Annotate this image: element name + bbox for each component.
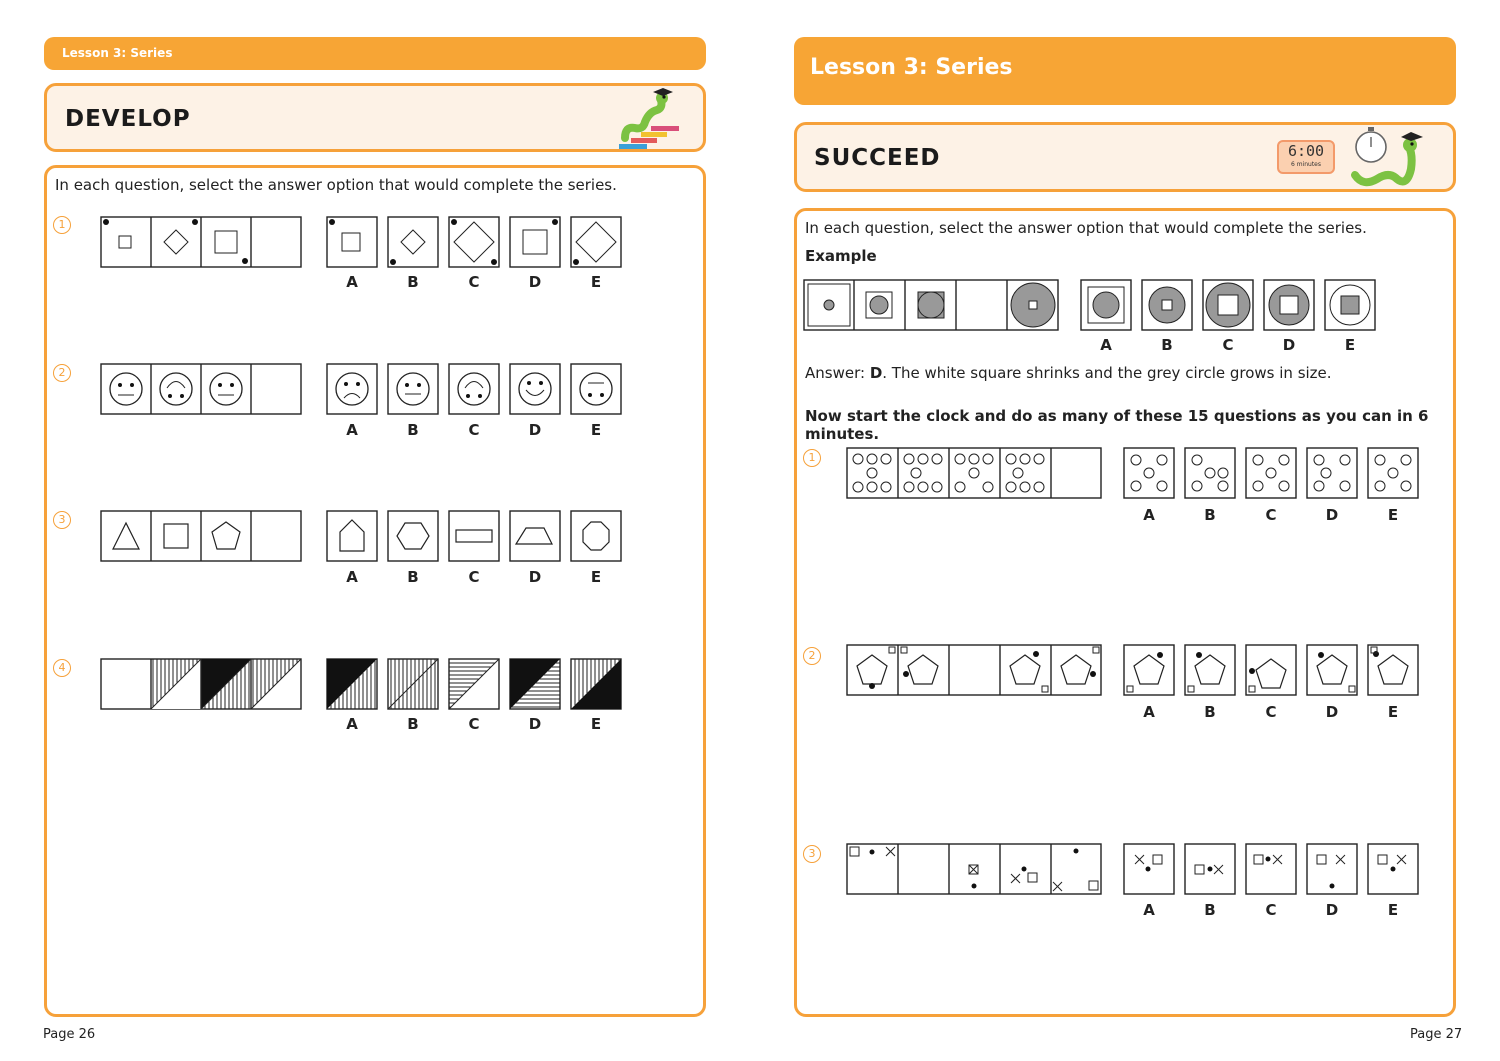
right-q1-series [846, 447, 1102, 499]
example-answer [805, 364, 1332, 382]
right-q3-options [1123, 843, 1423, 895]
answer-letter: D [869, 364, 883, 382]
left-q4-option-e[interactable]: E [590, 715, 602, 733]
timer-caption: 6 minutes [1290, 161, 1321, 168]
left-q1-option-c[interactable]: C [468, 273, 480, 291]
left-content-box [44, 165, 706, 1017]
right-q3-option-a[interactable]: A [1143, 901, 1155, 919]
right-q3-option-d[interactable]: D [1325, 901, 1339, 919]
left-section-header [44, 83, 706, 152]
left-q2-option-b[interactable]: B [407, 421, 419, 439]
right-q2-series [846, 644, 1102, 696]
left-banner-text: Lesson 3: Series [62, 46, 173, 60]
example-option-d[interactable]: D [1282, 336, 1296, 354]
right-q1-options [1123, 447, 1423, 499]
left-q2-option-c[interactable]: C [468, 421, 480, 439]
left-q3-option-a[interactable]: A [346, 568, 358, 586]
right-q2-option-e[interactable]: E [1387, 703, 1399, 721]
clock-instruction: Now start the clock and do as many of these 15 questions as you can in 6 minutes. [805, 407, 1429, 443]
left-q2-option-e[interactable]: E [590, 421, 602, 439]
left-q1-option-a[interactable]: A [346, 273, 358, 291]
left-q3-option-c[interactable]: C [468, 568, 480, 586]
right-q1-option-c[interactable]: C [1265, 506, 1277, 524]
right-q1-option-e[interactable]: E [1387, 506, 1399, 524]
right-question-3-number: 3 [803, 845, 821, 863]
left-q4-option-b[interactable]: B [407, 715, 419, 733]
left-q1-series [100, 216, 302, 268]
left-q4-option-a[interactable]: A [346, 715, 358, 733]
left-question-4-number: 4 [53, 659, 71, 677]
left-question-3-number: 3 [53, 511, 71, 529]
example-option-e[interactable]: E [1344, 336, 1356, 354]
left-q4-option-d[interactable]: D [528, 715, 542, 733]
right-q2-options [1123, 644, 1423, 696]
left-lesson-banner [44, 37, 706, 70]
timer-badge [1277, 140, 1335, 174]
right-q3-series [846, 843, 1102, 895]
example-options [1080, 279, 1380, 331]
right-lesson-banner [794, 37, 1456, 105]
left-q1-options [326, 216, 626, 268]
left-question-2-number: 2 [53, 364, 71, 382]
right-q2-option-c[interactable]: C [1265, 703, 1277, 721]
right-section-header [794, 122, 1456, 192]
stopwatch-worm-icon [1349, 125, 1429, 191]
worm-mascot-icon [615, 88, 687, 152]
left-q3-options [326, 510, 626, 562]
left-q3-series [100, 510, 302, 562]
left-q1-option-d[interactable]: D [528, 273, 542, 291]
right-q3-option-c[interactable]: C [1265, 901, 1277, 919]
left-section-title: DEVELOP [65, 106, 191, 132]
right-q1-option-d[interactable]: D [1325, 506, 1339, 524]
example-series [803, 279, 1059, 331]
right-q1-option-a[interactable]: A [1143, 506, 1155, 524]
right-q3-option-e[interactable]: E [1387, 901, 1399, 919]
right-section-title: SUCCEED [814, 145, 941, 171]
left-q1-option-b[interactable]: B [407, 273, 419, 291]
example-option-c[interactable]: C [1222, 336, 1234, 354]
example-option-b[interactable]: B [1161, 336, 1173, 354]
example-option-a[interactable]: A [1100, 336, 1112, 354]
left-q2-option-a[interactable]: A [346, 421, 358, 439]
left-instruction: In each question, select the answer option that would complete the series. [55, 176, 617, 194]
left-q4-series [100, 658, 302, 710]
left-q4-option-c[interactable]: C [468, 715, 480, 733]
right-q2-option-b[interactable]: B [1204, 703, 1216, 721]
right-instruction: In each question, select the answer option that would complete the series. [805, 219, 1367, 237]
left-q3-option-d[interactable]: D [528, 568, 542, 586]
left-page-number: Page 26 [43, 1027, 96, 1042]
left-q2-option-d[interactable]: D [528, 421, 542, 439]
right-banner-text: Lesson 3: Series [810, 55, 1013, 80]
left-q3-option-e[interactable]: E [590, 568, 602, 586]
left-q4-options [326, 658, 626, 710]
right-q3-option-b[interactable]: B [1204, 901, 1216, 919]
left-q1-option-e[interactable]: E [590, 273, 602, 291]
right-q2-option-a[interactable]: A [1143, 703, 1155, 721]
right-page-number: Page 27 [1410, 1027, 1463, 1042]
timer-time: 6:00 [1287, 142, 1325, 160]
right-question-2-number: 2 [803, 647, 821, 665]
right-q2-option-d[interactable]: D [1325, 703, 1339, 721]
left-question-1-number: 1 [53, 216, 71, 234]
example-label: Example [805, 247, 877, 265]
right-q1-option-b[interactable]: B [1204, 506, 1216, 524]
right-question-1-number: 1 [803, 449, 821, 467]
answer-prefix: Answer: [805, 364, 870, 382]
left-q2-options [326, 363, 626, 415]
left-q3-option-b[interactable]: B [407, 568, 419, 586]
answer-text: . The white square shrinks and the grey circle grows in size. [882, 364, 1332, 382]
left-q2-series [100, 363, 302, 415]
